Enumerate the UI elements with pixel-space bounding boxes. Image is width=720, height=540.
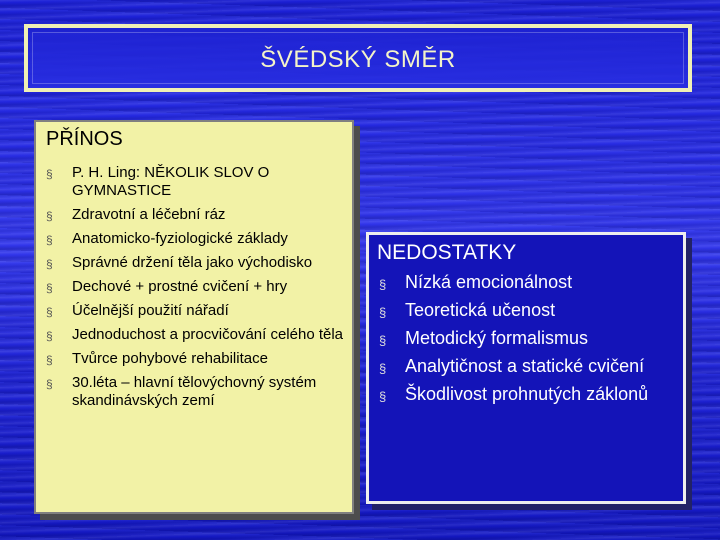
list-item	[377, 271, 677, 293]
bullet-icon: §	[379, 277, 387, 292]
list-item	[377, 299, 677, 321]
list-item-label: Správné držení těla jako východisko	[72, 254, 313, 271]
bullet-icon: §	[46, 233, 53, 247]
list-item	[44, 254, 344, 272]
drawbacks-box	[366, 232, 686, 504]
list-item	[44, 326, 344, 344]
list-item	[377, 383, 677, 405]
bullet-icon: §	[379, 361, 387, 376]
bullet-icon: §	[379, 305, 387, 320]
list-item	[44, 230, 344, 248]
bullet-icon: §	[46, 305, 53, 319]
list-item-label: 30.léta – hlavní tělovýchovný systém skandinávských zemí	[72, 374, 317, 409]
benefits-list	[44, 164, 344, 416]
bullet-icon: §	[379, 333, 387, 348]
list-item-label: Teoretická učenost	[405, 300, 556, 320]
bullet-icon: §	[46, 281, 53, 295]
slide-title: ŠVÉDSKÝ SMĚR	[260, 46, 456, 73]
list-item-label: Anatomicko-fyziologické základy	[72, 230, 288, 247]
list-item-label: Metodický formalismus	[405, 328, 589, 348]
drawbacks-heading: NEDOSTATKY	[377, 241, 517, 264]
list-item-label: Škodlivost prohnutých záklonů	[405, 384, 649, 404]
bullet-icon: §	[46, 353, 53, 367]
bullet-icon: §	[46, 257, 53, 271]
benefits-heading: PŘÍNOS	[46, 128, 123, 150]
bullet-icon: §	[46, 377, 53, 391]
bullet-icon: §	[46, 167, 53, 181]
list-item	[44, 206, 344, 224]
list-item-label: Analytičnost a statické cvičení	[405, 356, 645, 376]
list-item-label: Jednoduchost a procvičování celého těla	[72, 326, 344, 343]
list-item	[44, 350, 344, 368]
list-item	[44, 302, 344, 320]
list-item	[44, 278, 344, 296]
list-item-label: Účelnější použití nářadí	[72, 302, 229, 319]
list-item	[377, 327, 677, 349]
list-item-label: Nízká emocionálnost	[405, 272, 573, 292]
list-item-label: Zdravotní a léčební ráz	[72, 206, 226, 223]
title-box	[24, 24, 692, 92]
list-item	[44, 164, 344, 200]
benefits-box	[34, 120, 354, 514]
drawbacks-list	[377, 271, 677, 411]
bullet-icon: §	[379, 389, 387, 404]
list-item-label: P. H. Ling: NĚKOLIK SLOV O GYMNASTICE	[72, 164, 270, 199]
list-item-label: Tvůrce pohybové rehabilitace	[72, 350, 268, 367]
list-item-label: Dechové + prostné cvičení + hry	[72, 278, 288, 295]
list-item	[44, 374, 344, 410]
bullet-icon: §	[46, 209, 53, 223]
list-item	[377, 355, 677, 377]
bullet-icon: §	[46, 329, 53, 343]
